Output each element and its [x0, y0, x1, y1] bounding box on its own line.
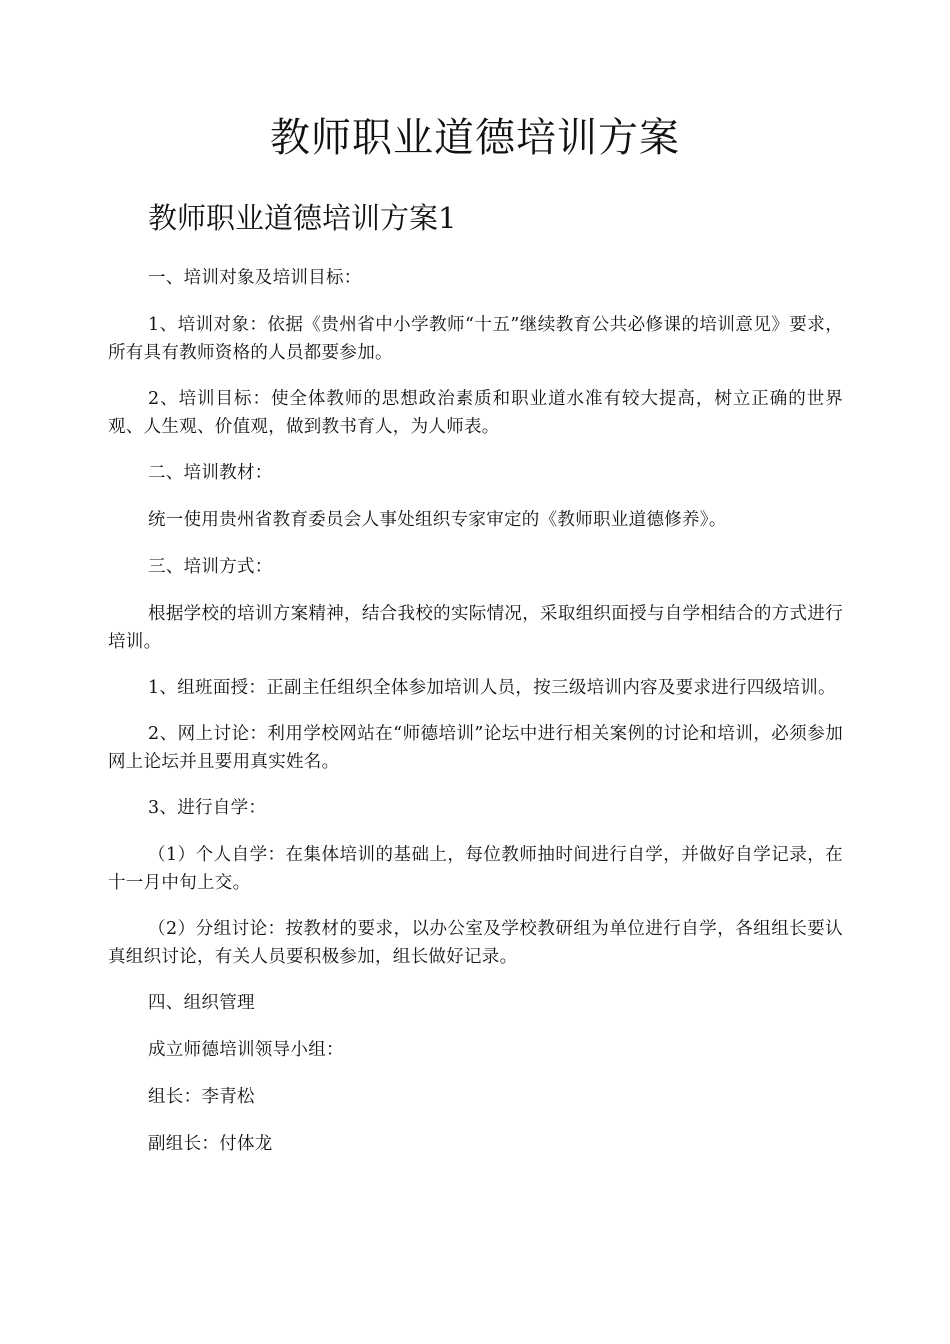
paragraph-training-material: 统一使用贵州省教育委员会人事处组织专家审定的《教师职业道德修养》。 — [148, 510, 727, 530]
heading-training-material: 二、培训教材： — [148, 463, 273, 483]
section-title: 教师职业道德培训方案1 — [148, 201, 457, 235]
paragraph-deputy-leader: 副组长：付体龙 — [148, 1134, 273, 1154]
paragraph-leading-group: 成立师德培训领导小组： — [148, 1040, 344, 1060]
paragraph-group-leader: 组长：李青松 — [148, 1087, 255, 1107]
paragraph-training-object: 1、培训对象：依据《贵州省中小学教师“十五”继续教育公共必修课的培训意见》要求，所有具有教师资格的人员都要参加。 — [108, 315, 843, 363]
paragraph-training-method: 根据学校的培训方案精神，结合我校的实际情况，采取组织面授与自学相结合的方式进行培训。 — [108, 604, 843, 652]
paragraph-training-goal: 2、培训目标：使全体教师的思想政治素质和职业道水准有较大提高，树立正确的世界观、人生观、价值观，做到教书育人，为人师表。 — [108, 389, 843, 437]
document-title: 教师职业道德培训方案 — [270, 115, 680, 161]
paragraph-group-discussion: （2）分组讨论：按教材的要求，以办公室及学校教研组为单位进行自学，各组组长要认真组织讨论，有关人员要积极参加，组长做好记录。 — [108, 919, 843, 967]
paragraph-online-discussion: 2、网上讨论：利用学校网站在“师德培训”论坛中进行相关案例的讨论和培训，必须参加网上论坛并且要用真实姓名。 — [108, 724, 843, 772]
paragraph-class-teaching: 1、组班面授：正副主任组织全体参加培训人员，按三级培训内容及要求进行四级培训。 — [148, 678, 836, 698]
heading-organization: 四、组织管理 — [148, 993, 255, 1013]
heading-training-method: 三、培训方式： — [148, 557, 273, 577]
paragraph-personal-study: （1）个人自学：在集体培训的基础上，每位教师抽时间进行自学，并做好自学记录，在十一月中旬上交。 — [108, 845, 843, 893]
heading-self-study: 3、进行自学： — [148, 798, 267, 818]
heading-training-target: 一、培训对象及培训目标： — [148, 268, 362, 288]
document-body — [108, 264, 843, 1177]
